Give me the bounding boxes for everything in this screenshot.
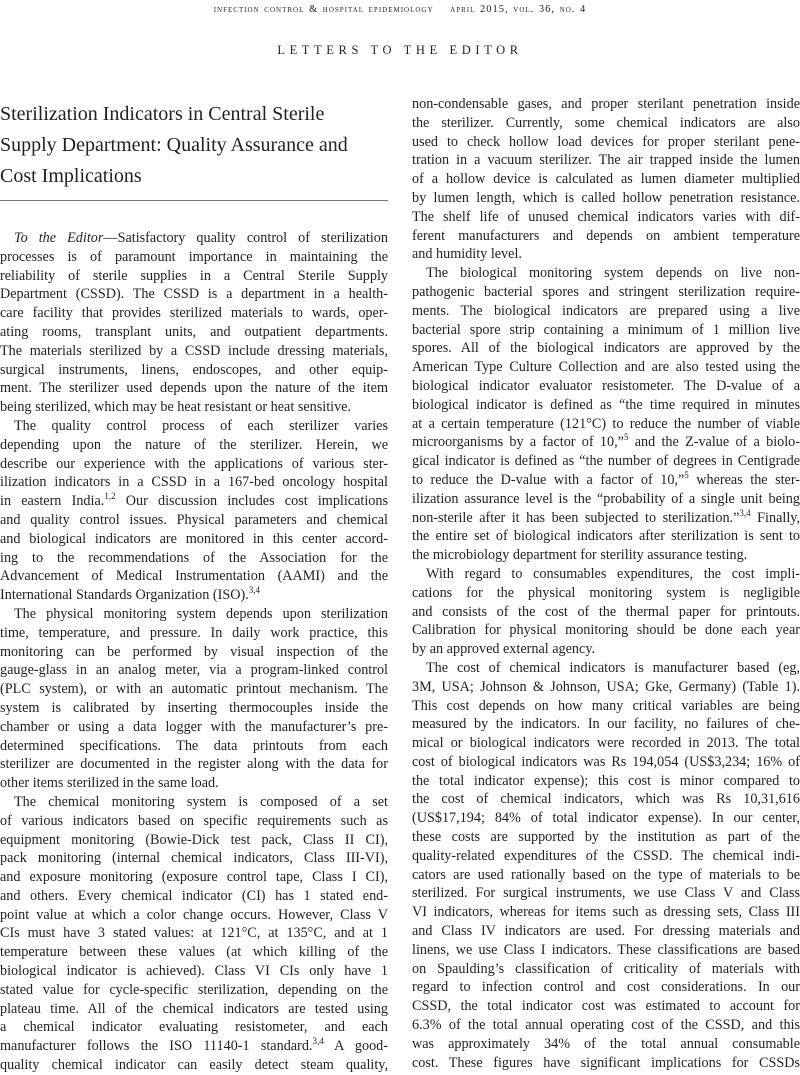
text-line: surgical instruments, linens, endoscopes, and other equip- [0, 361, 388, 378]
text-line: 6.3% of the total annual operating cost of the CSSD, and this [412, 1017, 800, 1034]
text-line: pack monitoring (internal chemical indicators, Class III-VI), [0, 850, 388, 867]
text-segment: A good- [323, 1038, 388, 1055]
text-line: biological indicator is achieved). Class VI CIs only have 1 [0, 963, 388, 980]
text-line: being sterilized, which may be heat resistant or heat sensitive. [0, 399, 352, 416]
text-line: and quality control issues. Physical parameters and chemical [0, 511, 388, 528]
paragraph [412, 565, 800, 659]
text-line: describe our experience with the applications of various ster- [0, 455, 388, 472]
text-segment: Finally, [750, 509, 800, 526]
text-line: determined specifications. The data printouts from each [0, 737, 388, 754]
citation-superscript: 3,4 [739, 507, 751, 518]
text-line: monitoring can be performed by visual inspection of the [0, 643, 388, 660]
citation-superscript: 3,4 [312, 1036, 324, 1047]
salutation: To the Editor [14, 230, 104, 246]
text-line: measured by the indicators. In our facility, no failures of che- [412, 716, 800, 733]
text-line: The materials sterilized by a CSSD include dressing materials, [0, 342, 388, 359]
text-line: The cost of chemical indicators is manufacturer based (eg, [426, 659, 800, 676]
text-line: other items sterilized in the same load. [0, 775, 219, 792]
text-line: processes is of paramount importance in maintaining the [0, 248, 388, 265]
text-segment: non-sterile after it has been subjected to sterilization.” [412, 509, 740, 526]
text-segment: microorganisms by a factor of 10,” [412, 434, 624, 451]
text-line: on Spaulding’s classification of criticality of materials with [412, 960, 800, 977]
text-line: used to check hollow load devices for proper sterilant pene- [412, 133, 800, 150]
text-line: ments. The biological indicators are prepared using a live [412, 302, 800, 319]
paragraph [0, 229, 388, 417]
text-line: the cost of chemical indicators, which was Rs 10,31,616 [412, 791, 800, 808]
paragraph [412, 659, 800, 1073]
text-line: the microbiology department for sterility assurance testing. [412, 547, 748, 564]
text-line: gauge-glass in an analog meter, via a program-linked control [0, 662, 388, 679]
text-line: at a certain temperature (121°C) to reduce the number of viable [412, 415, 800, 432]
text-line: CSSD, the total indicator cost was estimated to account for [412, 998, 800, 1015]
title-line: Supply Department: Quality Assurance and [0, 134, 348, 156]
journal-name: infection control & hospital epidemiology [213, 4, 434, 15]
text-segment: whereas the ster- [688, 471, 800, 488]
article-title [0, 99, 390, 192]
text-line: 3M, USA; Johnson & Johnson, USA; Gke, Germany) (Table 1). [412, 678, 800, 695]
text-line: and Class IV indicators are used. For dressing materials and [412, 923, 800, 940]
text-segment: Our discussion includes cost implications [115, 493, 389, 510]
text-line: Department (CSSD). The CSSD is a department in a health- [0, 286, 388, 303]
text-line: linens, we use Class I indicators. These classifications are based [412, 941, 800, 958]
text-line: cost of biological indicators was Rs 194,054 (US$3,234; 16% of [412, 753, 800, 770]
text-line: ment. The sterilizer used depends upon the nature of the item [0, 380, 388, 397]
text-line: equipment monitoring (Bowie-Dick test pack, Class II CI), [0, 831, 388, 848]
text-line: by lumen length, which is called hollow penetration resistance. [412, 189, 800, 206]
text-segment: and the Z-value of a biolo- [628, 434, 800, 451]
text-line: reliability of sterile supplies in a Central Sterile Supply [0, 267, 388, 284]
text-line [0, 586, 388, 605]
text-segment: in eastern India. [0, 493, 105, 510]
citation-superscript: 5 [684, 469, 689, 480]
left-column [0, 229, 388, 1075]
text-segment: manufacturer follows the ISO 11140-1 standard. [0, 1038, 313, 1055]
text-line: Calibration for physical monitoring should be done each year [412, 622, 800, 639]
text-line: cators are used rationally based on the type of materials to be [412, 866, 800, 883]
text-line: ating rooms, transplant units, and outpatient departments. [0, 323, 388, 340]
citation-superscript: 1,2 [104, 491, 116, 502]
text-line: (PLC system), or with an automatic printout mechanism. The [0, 681, 388, 698]
text-line: stated value for cycle-specific sterilization, depending on the [0, 981, 388, 998]
text-line: system is calibrated by inserting thermocouples inside the [0, 699, 388, 716]
text-line: and exposure monitoring (exposure control tape, Class I CI), [0, 869, 388, 886]
text-line: The biological monitoring system depends on live non- [426, 265, 800, 282]
text-line: quality-related expenditures of the CSSD. The chemical indi- [412, 847, 800, 864]
text-line: by an approved external agency. [412, 641, 596, 658]
text-line: With regard to consumables expenditures, the cost impli- [426, 565, 800, 582]
text-line: time, temperature, and pressure. In daily work practice, this [0, 624, 388, 641]
text-line: tration in a vacuum sterilizer. The air trapped inside the lumen [412, 152, 800, 169]
text-line [0, 492, 388, 511]
text-line: the entire set of biological indicators after sterilization is sent to [412, 528, 800, 545]
paragraph [412, 264, 800, 565]
text-line: and biological indicators are monitored in this center accord- [0, 530, 388, 547]
text-line: plateau time. All of the chemical indicators are tested using [0, 1000, 388, 1017]
text-line: and others. Every chemical indicator (CI) has 1 stated end- [0, 887, 388, 904]
text-line [0, 229, 388, 248]
text-line: This cost depends on how many critical variables are being [412, 697, 800, 714]
text-line: regard to infection control and cost considerations. In our [412, 979, 800, 996]
text-line: chamber or using a data logger with the manufacturer’s pre- [0, 718, 388, 735]
paragraph [0, 793, 388, 1075]
issue-info: april 2015, vol. 36, no. 4 [450, 4, 587, 15]
text-line: The physical monitoring system depends upon sterilization [14, 605, 388, 622]
citation-superscript: 3,4 [248, 585, 260, 596]
paragraph [412, 95, 800, 264]
text-line [0, 1037, 388, 1056]
text-line: VI indicators, whereas for items such as dressing sets, Class III [412, 904, 800, 921]
text-line: The shelf life of unused chemical indicators varies with dif- [412, 208, 800, 225]
right-column [412, 95, 800, 1072]
text-line: ilization assurance level is the “probability of a single unit being [412, 490, 800, 507]
text-line: quality chemical indicator can easily detect steam quality, [0, 1057, 388, 1074]
text-line: was approximately 34% of the total annual consumable [412, 1035, 800, 1052]
text-line: biological indicator is defined as “the time required in minutes [412, 396, 800, 413]
text-line: the total indicator expense); this cost is minor compared to [412, 772, 800, 789]
text-line: temperature between these values (at which killing of the [0, 944, 388, 961]
title-divider [0, 200, 388, 201]
text-line: ilization indicators in a CSSD in a 167-bed oncology hospital [0, 474, 388, 491]
text-segment: —Satisfactory quality control of sterilization [103, 230, 388, 246]
text-line: Advancement of Medical Instrumentation (AAMI) and the [0, 568, 388, 585]
running-head [0, 4, 800, 15]
text-line: pathogenic bacterial spores and stringent sterilization require- [412, 283, 800, 300]
text-line: point value at which a color change occurs. However, Class V [0, 906, 388, 923]
title-line: Sterilization Indicators in Central Sterile [0, 103, 325, 125]
text-line: these costs are supported by the institution as part of the [412, 829, 800, 846]
text-line [412, 433, 800, 452]
text-line: and humidity level. [412, 246, 522, 263]
text-segment: International Standards Organization (ISO). [0, 587, 249, 604]
text-line: the sterilizer. Currently, some chemical indicators are also [412, 114, 800, 131]
text-line: ing to the recommendations of the Association for the [0, 549, 388, 566]
text-line: depending upon the nature of the sterilizer. Herein, we [0, 436, 388, 453]
text-line: sterilizer are documented in the register along with the data for [0, 756, 388, 773]
text-line: The chemical monitoring system is composed of a set [14, 793, 388, 810]
text-line [412, 509, 800, 528]
text-line: care facility that provides sterilized materials to wards, oper- [0, 305, 388, 322]
text-line: American Type Culture Collection and are also tested using the [412, 359, 800, 376]
text-line: cost. These figures have significant implications for CSSDs [412, 1054, 800, 1071]
text-line: of a hollow device is calculated as lumen diameter multiplied [412, 171, 800, 188]
text-line: sterilized. For surgical instruments, we use Class V and Class [412, 885, 800, 902]
text-line: (US$17,194; 84% of total indicator expense). In our center, [412, 810, 800, 827]
text-line [412, 471, 800, 490]
text-line: mical or biological indicators were recorded in 2013. The total [412, 735, 800, 752]
title-line: Cost Implications [0, 165, 142, 187]
text-line: biological indicator evaluator resistometer. The D-value of a [412, 377, 800, 394]
text-line: and consists of the cost of the thermal paper for printouts. [412, 603, 800, 620]
text-line: a chemical indicator evaluating resistometer, and each [0, 1019, 388, 1036]
text-line: non-condensable gases, and proper sterilant penetration inside [412, 96, 800, 112]
citation-superscript: 5 [623, 432, 629, 443]
text-line: spores. All of the biological indicators are approved by the [412, 340, 800, 357]
text-line: of various indicators based on specific requirements such as [0, 812, 388, 829]
text-line: The quality control process of each sterilizer varies [14, 417, 388, 434]
text-line: CIs must have 3 stated values: at 121°C, at 135°C, and at 1 [0, 925, 388, 942]
text-line: gical indicator is defined as “the number of degrees in Centigrade [412, 453, 800, 470]
text-line: bacterial spore strip containing a minimum of 1 million live [412, 321, 800, 338]
text-line: cations for the physical monitoring system is negligible [412, 584, 800, 601]
text-line: ferent manufacturers and depends on ambient temperature [412, 227, 800, 244]
section-heading: LETTERS TO THE EDITOR [277, 43, 523, 57]
text-segment: to reduce the D-value with a factor of 10,” [412, 471, 685, 488]
paragraph [0, 605, 388, 793]
paragraph [0, 417, 388, 605]
